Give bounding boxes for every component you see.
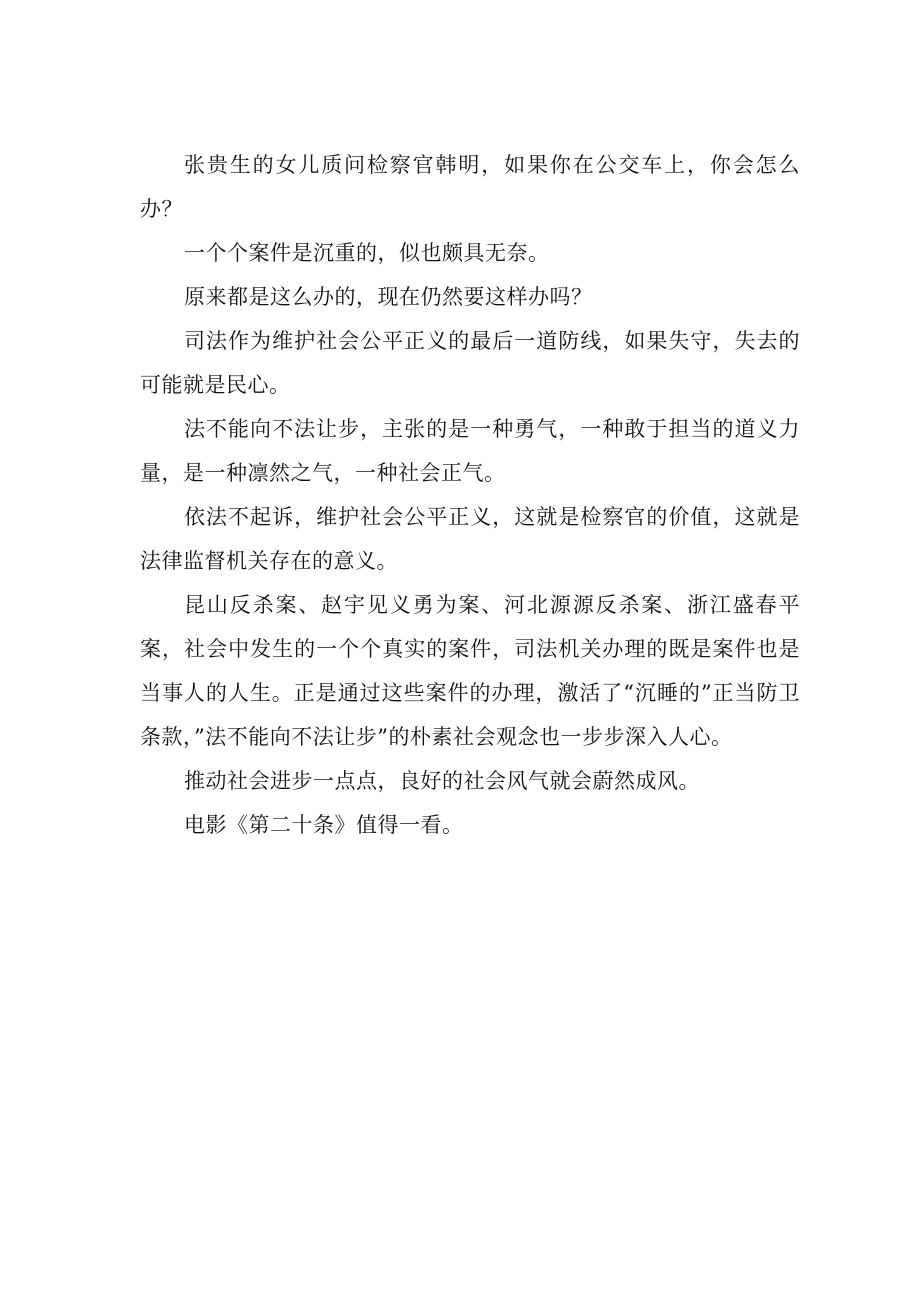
paragraph: 一个个案件是沉重的，似也颇具无奈。 xyxy=(184,241,550,265)
paragraph: 昆山反杀案、赵宇见义勇为案、河北源源反杀案、浙江盛春平案，社会中发生的一个个真实的案件，司法机关办理的既是案件也是当事人的人生。正是通过这些案件的办理，激活了“沉睡的”正当防卫条款，”法不能向不法让步”的朴素社会观念也一步步深入人心。 xyxy=(140,593,800,749)
document-body xyxy=(140,143,800,847)
paragraph: 电影《第二十条》值得一看。 xyxy=(184,813,464,837)
paragraph: 推动社会进步一点点，良好的社会风气就会蔚然成风。 xyxy=(184,769,700,793)
paragraph: 司法作为维护社会公平正义的最后一道防线，如果失守，失去的可能就是民心。 xyxy=(140,329,800,397)
paragraph: 法不能向不法让步，主张的是一种勇气，一种敢于担当的道义力量，是一种凛然之气，一种社会正气。 xyxy=(140,417,800,485)
paragraph: 张贵生的女儿质问检察官韩明，如果你在公交车上，你会怎么办？ xyxy=(140,153,800,221)
paragraph: 依法不起诉，维护社会公平正义，这就是检察官的价值，这就是法律监督机关存在的意义。 xyxy=(140,505,800,573)
paragraph: 原来都是这么办的，现在仍然要这样办吗？ xyxy=(184,285,593,309)
